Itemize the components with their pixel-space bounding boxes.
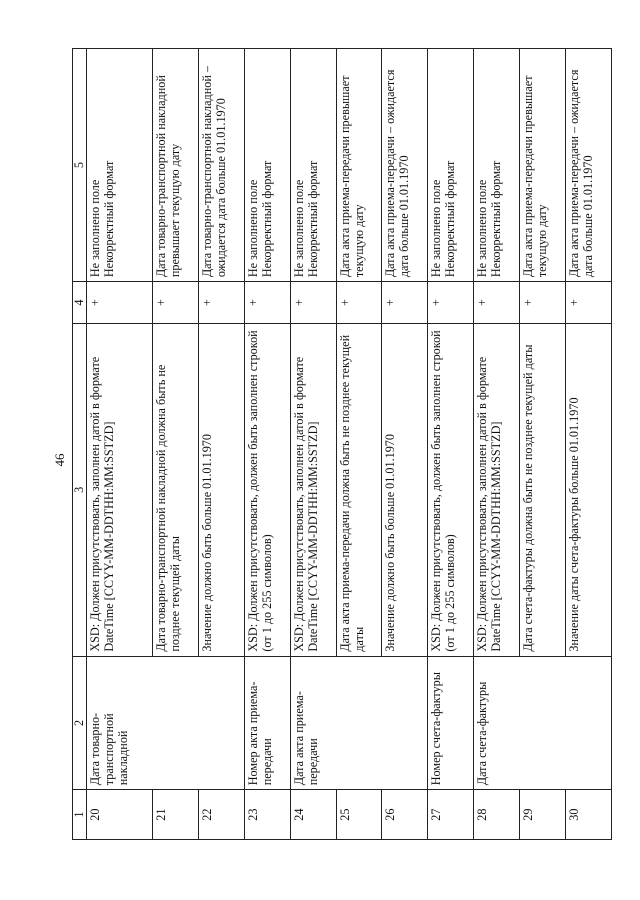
table-row: [566, 49, 612, 840]
field-name: Дата акта приема-передачи: [290, 656, 336, 790]
field-name: Номер акта приема-передачи: [244, 656, 290, 790]
table-row: [520, 49, 566, 840]
flag: +: [428, 282, 474, 324]
requirement: XSD: Должен присутствовать, должен быть заполнен строкой (от 1 до 255 символов): [428, 324, 474, 657]
error-message: [152, 49, 198, 282]
field-name: [152, 656, 198, 790]
column-header: 2: [73, 656, 87, 790]
error-message: [520, 49, 566, 282]
rotated-page: [72, 48, 612, 840]
row-number: 21: [152, 790, 198, 840]
requirement: Дата товарно-транспортной накладной должна быть не позднее текущей даты: [152, 324, 198, 657]
row-number: 29: [520, 790, 566, 840]
requirement: Дата акта приема-передачи должна быть не позднее текущей даты: [336, 324, 382, 657]
validation-table: [72, 48, 612, 840]
column-header: 4: [73, 282, 87, 324]
error-line: Не заполнено поле: [291, 179, 306, 278]
table-row: [152, 49, 198, 840]
flag: +: [290, 282, 336, 324]
flag: +: [87, 282, 153, 324]
requirement: Значение должно быть больше 01.01.1970: [198, 324, 244, 657]
error-line: Не заполнено поле: [88, 179, 102, 278]
error-line: Дата акта приема-передачи превышает текущую дату: [337, 75, 366, 278]
table-header-row: [73, 49, 87, 840]
requirement: Значение даты счета-фактуры больше 01.01.1970: [566, 324, 612, 657]
table-row: [382, 49, 428, 840]
requirement: XSD: Должен присутствовать, заполнен датой в формате DateTime [CCYY-MM-DDTHH:MM:SSTZD]: [87, 324, 153, 657]
error-line: Некорректный формат: [259, 160, 274, 278]
table-row: [428, 49, 474, 840]
error-message: [566, 49, 612, 282]
error-message: [428, 49, 474, 282]
row-number: 20: [87, 790, 153, 840]
flag: +: [152, 282, 198, 324]
error-line: Дата акта приема-передачи превышает текущую дату: [521, 75, 550, 278]
field-name: [520, 656, 566, 790]
requirement: Значение должно быть больше 01.01.1970: [382, 324, 428, 657]
page-number: 46: [52, 453, 67, 467]
error-line: Не заполнено поле: [429, 179, 444, 278]
error-line: Не заполнено поле: [245, 179, 260, 278]
field-name: Дата счета-фактуры: [474, 656, 520, 790]
error-message: [382, 49, 428, 282]
flag: +: [566, 282, 612, 324]
error-message: [244, 49, 290, 282]
error-message: [87, 49, 153, 282]
error-message: [198, 49, 244, 282]
error-line: Некорректный формат: [489, 160, 504, 278]
row-number: 30: [566, 790, 612, 840]
table-row: [244, 49, 290, 840]
error-line: Дата акта приема-передачи – ожидается дата больше 01.01.1970: [567, 69, 596, 278]
error-line: Дата товарно-транспортной накладной – ожидается дата больше 01.01.1970: [199, 65, 228, 278]
column-header: 5: [73, 49, 87, 282]
flag: +: [520, 282, 566, 324]
flag: +: [474, 282, 520, 324]
row-number: 23: [244, 790, 290, 840]
error-line: Дата товарно-транспортной накладной превышает текущую дату: [153, 75, 182, 278]
field-name: Дата товарно-транспортной накладной: [87, 656, 153, 790]
row-number: 24: [290, 790, 336, 840]
field-name: Номер счета-фактуры: [428, 656, 474, 790]
row-number: 26: [382, 790, 428, 840]
flag: +: [382, 282, 428, 324]
table-row: [198, 49, 244, 840]
error-message: [336, 49, 382, 282]
requirement: XSD: Должен присутствовать, заполнен датой в формате DateTime [CCYY-MM-DDTHH:MM:SSTZD]: [474, 324, 520, 657]
error-line: Дата акта приема-передачи – ожидается дата больше 01.01.1970: [383, 69, 412, 278]
table-row: [87, 49, 153, 840]
error-line: Некорректный формат: [443, 160, 458, 278]
field-name: [336, 656, 382, 790]
column-header: 3: [73, 324, 87, 657]
column-header: 1: [73, 790, 87, 840]
flag: +: [336, 282, 382, 324]
requirement: XSD: Должен присутствовать, должен быть заполнен строкой (от 1 до 255 символов): [244, 324, 290, 657]
error-line: Не заполнено поле: [475, 179, 490, 278]
requirement: Дата счета-фактуры должна быть не позднее текущей даты: [520, 324, 566, 657]
row-number: 22: [198, 790, 244, 840]
table-row: [474, 49, 520, 840]
error-message: [290, 49, 336, 282]
flag: +: [244, 282, 290, 324]
row-number: 25: [336, 790, 382, 840]
row-number: 27: [428, 790, 474, 840]
field-name: [198, 656, 244, 790]
field-name: [566, 656, 612, 790]
error-line: Некорректный формат: [102, 160, 116, 278]
requirement: XSD: Должен присутствовать, заполнен датой в формате DateTime [CCYY-MM-DDTHH:MM:SSTZD]: [290, 324, 336, 657]
field-name: [382, 656, 428, 790]
table-row: [290, 49, 336, 840]
error-line: Некорректный формат: [305, 160, 320, 278]
flag: +: [198, 282, 244, 324]
table-row: [336, 49, 382, 840]
row-number: 28: [474, 790, 520, 840]
error-message: [474, 49, 520, 282]
